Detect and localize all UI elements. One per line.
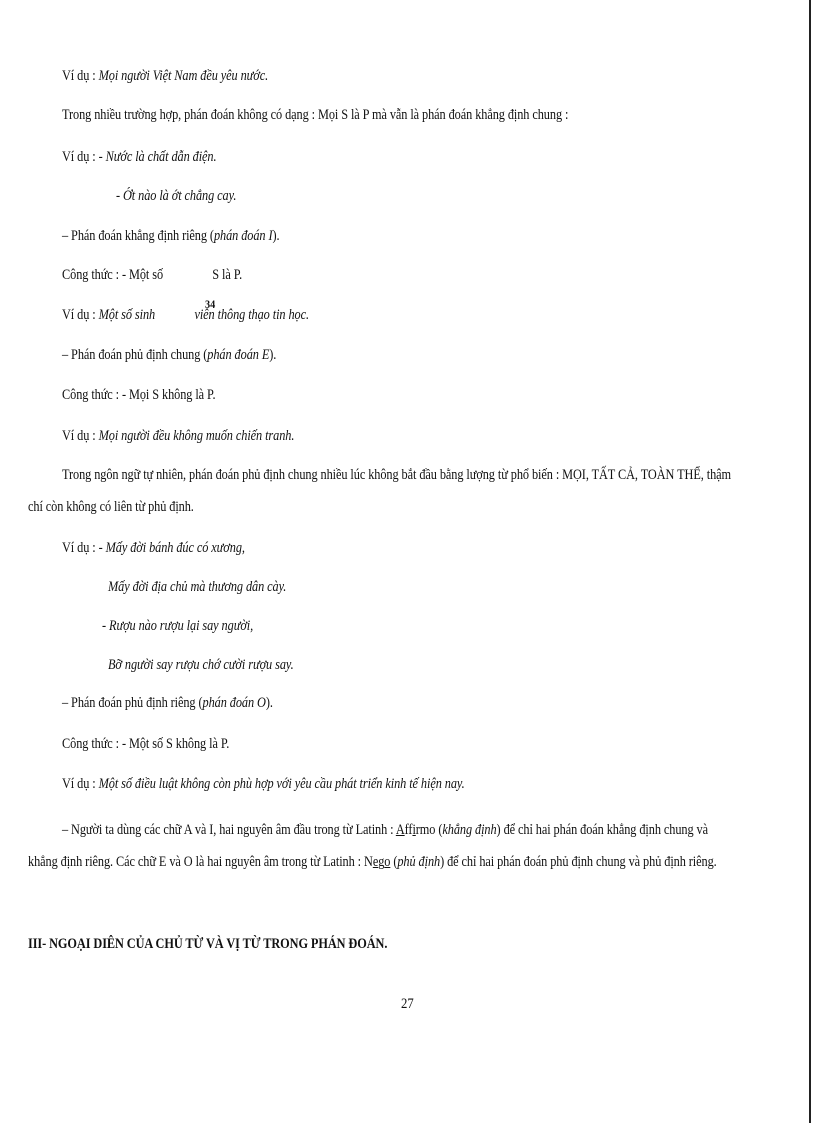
example-line: Ví dụ : Một số sinh viên thông thạo tin học.: [62, 307, 309, 323]
verse-line: Bỡ người say rượu chớ cười rượu say.: [108, 657, 294, 673]
example-text: - Nước là chất dẫn điện.: [98, 149, 217, 165]
example-line: Ví dụ : Một số điều luật không còn phù hợp với yêu cầu phát triển kinh tế hiện nay.: [62, 776, 465, 792]
formula-line: Công thức : - Một số S là P.: [62, 267, 243, 283]
example-line: Ví dụ : Mọi người đều không muốn chiến tranh.: [62, 428, 295, 444]
stray-mark: 34: [205, 297, 216, 311]
paragraph-line: Trong ngôn ngữ tự nhiên, phán đoán phủ định chung nhiều lúc không bắt đầu bằng lượng từ phổ biến : MỌI, TẤT CẢ, TOÀN THỂ, thậm: [62, 467, 732, 483]
formula-line: Công thức : - Mọi S không là P.: [62, 387, 216, 403]
section-item: – Phán đoán phủ định riêng (phán đoán O).: [62, 695, 273, 711]
example-text: Mọi người Việt Nam đều yêu nước.: [98, 68, 269, 84]
paragraph-line: Trong nhiều trường hợp, phán đoán không có dạng : Mọi S là P mà vẫn là phán đoán khẳng định chung :: [62, 107, 569, 123]
section-item: – Phán đoán khẳng định riêng (phán đoán I).: [62, 228, 280, 244]
example-line: Ví dụ : - Nước là chất dẫn điện.: [62, 149, 217, 165]
example-line: Ví dụ : - Mấy đời bánh đúc có xương,: [62, 540, 245, 556]
paragraph-line: khẳng định riêng. Các chữ E và O là hai nguyên âm trong từ Latinh : Nego (phủ định) để chỉ hai phán đoán phủ định chung và phủ định riêng.: [28, 854, 717, 870]
section-item: – Phán đoán phủ định chung (phán đoán E).: [62, 347, 277, 363]
verse-line: Mấy đời địa chủ mà thương dân cày.: [108, 579, 287, 595]
page-number: 27: [401, 996, 414, 1012]
example-text: - Ớt nào là ớt chẳng cay.: [116, 188, 237, 204]
formula-line: Công thức : - Một số S không là P.: [62, 736, 230, 752]
section-heading: III- NGOẠI DIÊN CỦA CHỦ TỪ VÀ VỊ TỪ TRONG PHÁN ĐOÁN.: [28, 936, 388, 952]
example-line: Ví dụ : Mọi người Việt Nam đều yêu nước.: [62, 68, 269, 84]
paragraph-line: – Người ta dùng các chữ A và I, hai nguyên âm đầu trong từ Latinh : Affirmo (khẳng định) để chỉ hai phán đoán khẳng định chung và: [62, 822, 708, 838]
verse-line: - Rượu nào rượu lại say người,: [102, 618, 254, 634]
page-edge-line: [809, 0, 811, 1123]
paragraph-line: chí còn không có liên từ phủ định.: [28, 499, 194, 515]
